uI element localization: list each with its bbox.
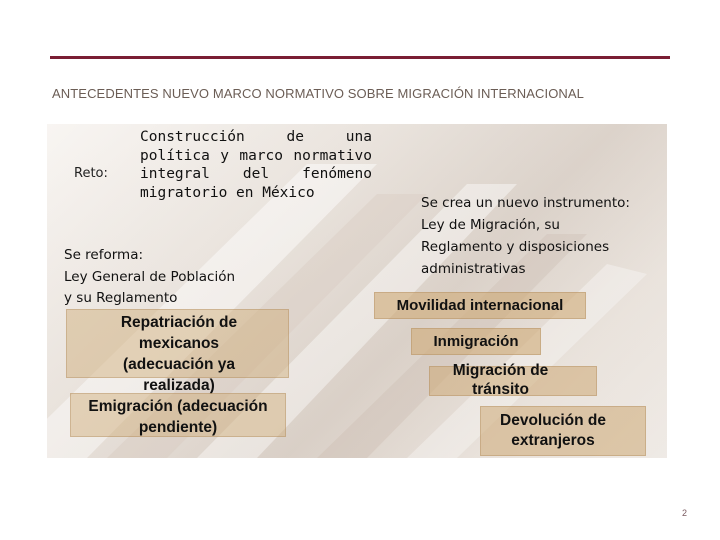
inmigracion-box: Inmigración: [411, 328, 541, 355]
reform-intro: [64, 245, 235, 310]
challenge-text: Construcción de una política y marco normativo integral del fenómeno migratorio en México: [140, 129, 372, 201]
movilidad-box: Movilidad internacional: [374, 292, 586, 319]
new-law-intro-line: Se crea un nuevo instrumento:: [421, 195, 630, 211]
page-number: 2: [682, 508, 688, 518]
new-law-intro-line: Reglamento y disposiciones: [421, 239, 610, 255]
reform-intro-line: Ley General de Población: [64, 268, 236, 285]
transito-box: Migración de tránsito: [452, 362, 549, 398]
new-law-intro-line: administrativas: [421, 261, 526, 277]
new-law-intro-line: Ley de Migración, su: [421, 217, 560, 233]
devolucion-box: Devolución de extranjeros: [500, 412, 606, 449]
reform-intro-line: Se reforma:: [64, 247, 144, 263]
top-rule: [50, 56, 670, 59]
reform-intro-line: y su Reglamento: [64, 290, 178, 306]
reto-label: Reto:: [74, 166, 108, 181]
repatriacion-box: Repatriación de mexicanos (adecuación ya realizada): [120, 314, 238, 394]
slide-title: ANTECEDENTES NUEVO MARCO NORMATIVO SOBRE MIGRACIÓN INTERNACIONAL: [52, 86, 584, 101]
new-law-intro: [421, 192, 630, 280]
emigracion-box: Emigración (adecuación pendiente): [88, 398, 268, 436]
